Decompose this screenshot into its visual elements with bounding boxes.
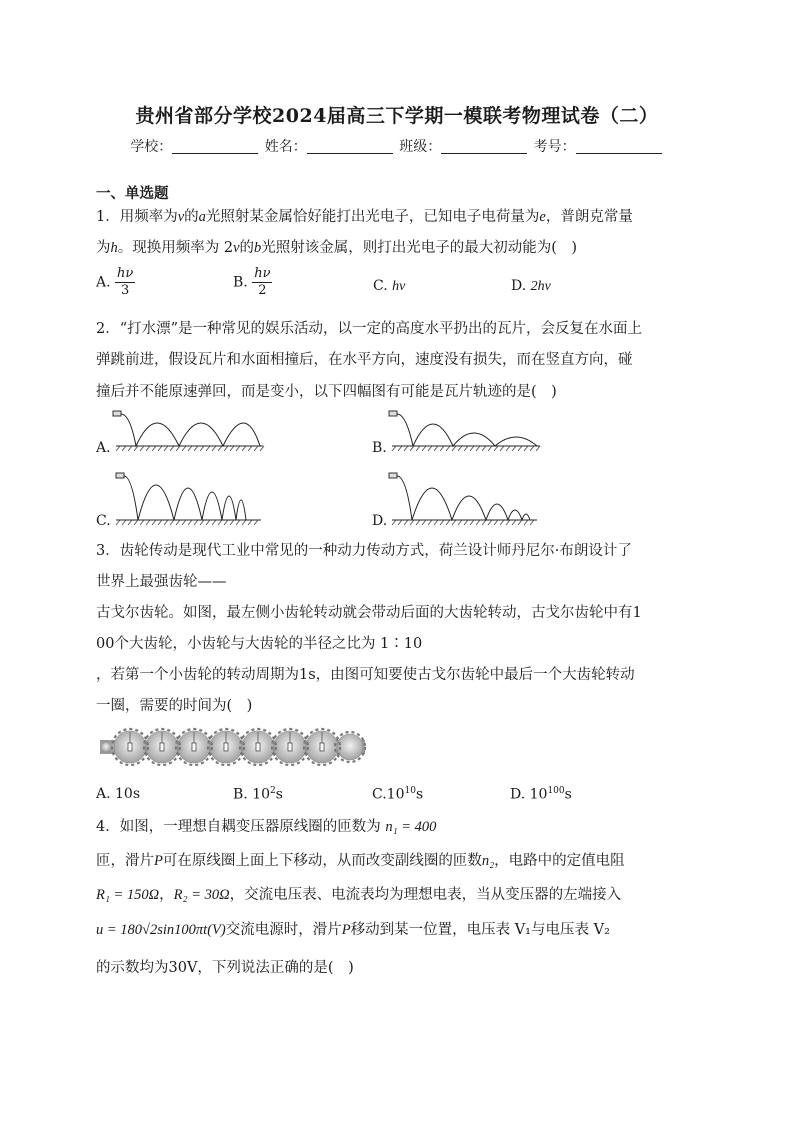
q3-line-3: 古戈尔齿轮。如图，最左侧小齿轮转动就会带动后面的大齿轮转动，古戈尔齿轮中有1 (96, 605, 642, 621)
exam-number-label: 考号： (533, 139, 576, 155)
section-title: 一、单选题 (96, 185, 169, 202)
q4-line-3: R₁ = 150Ω，R₂ = 30Ω，交流电压表、电流表均为理想电表，当从变压器的左端接入 (96, 887, 622, 903)
q4-line-1: 4．如图，一理想自耦变压器原线圈的匝数为 n₁ = 400 (96, 819, 437, 835)
q3-option-d[interactable]: D. $10^{100}s$ (510, 786, 572, 803)
q2-line-2: 弹跳前进，假设瓦片和水面相撞后，在水平方向，速度没有损失，而在竖直方向，碰 (96, 352, 633, 368)
q4-line-2: 匝，滑片P可在原线圈上面上下移动，从而改变副线圈的匝数n₂，电路中的定值电阻 (96, 853, 625, 869)
q3-line-1: 3．齿轮传动是现代工业中常见的一种动力传动方式，荷兰设计师丹尼尔·布朗设计了 (96, 543, 632, 559)
exam-number-blank[interactable] (576, 139, 662, 154)
q2-option-b-label[interactable]: B. (372, 440, 387, 456)
q1-option-a[interactable]: A. $\frac{h\nu}{3}$ (96, 266, 134, 298)
q2-trajectory-d (384, 470, 544, 526)
q4-line-5: 的示数均为30V，下列说法正确的是( ) (96, 960, 354, 976)
q2-option-c-label[interactable]: C. (96, 513, 111, 529)
class-label: 班级： (399, 139, 442, 155)
page-title: 贵州省部分学校2024届高三下学期一模联考物理试卷（二） (135, 105, 659, 127)
q1-line-1: 1．用频率为ν的a光照射某金属恰好能打出光电子，已知电子电荷量为e，普朗克常量 (96, 209, 633, 225)
q3-option-b[interactable]: B. $10^2s$ (233, 786, 283, 803)
class-blank[interactable] (441, 139, 527, 154)
q2-option-d-label[interactable]: D. (372, 513, 388, 529)
q2-line-1: 2．“打水漂”是一种常见的娱乐活动，以一定的高度水平扔出的瓦片，会反复在水面上 (96, 321, 643, 337)
q2-trajectory-c (108, 470, 268, 526)
q2-option-a-label[interactable]: A. (96, 440, 111, 456)
q1-option-d[interactable]: D. 2hν (511, 278, 551, 294)
googol-gears-figure (100, 726, 365, 768)
school-label: 学校： (130, 139, 173, 155)
q3-line-4: 00个大齿轮，小齿轮与大齿轮的半径之比为 1∶10 (96, 636, 423, 652)
q3-line-6: 一圈，需要的时间为( ) (96, 698, 253, 714)
school-blank[interactable] (172, 139, 258, 154)
q4-line-4: u = 180√2sin100πt(V)交流电源时，滑片P移动到某一位置，电压表 V₁与电压表 V₂ (96, 922, 610, 938)
q1-line-2: 为h。现换用频率为 2ν的b光照射该金属，则打出光电子的最大初动能为( ) (96, 240, 578, 256)
q2-line-3: 撞后并不能原速弹回，而是变小，以下四幅图有可能是瓦片轨迹的是( ) (96, 384, 557, 400)
q3-line-5: ，若第一个小齿轮的转动周期为1s，由图可知要使古戈尔齿轮中最后一个大齿轮转动 (96, 667, 635, 683)
q1-option-c[interactable]: C. hν (373, 278, 406, 294)
q1-option-b[interactable]: B. $\frac{h\nu}{2}$ (233, 266, 271, 298)
q3-line-2: 世界上最强齿轮—— (96, 574, 227, 590)
q3-option-a[interactable]: A. 10s (96, 786, 141, 802)
q2-trajectory-b (384, 408, 544, 453)
q2-trajectory-a (108, 408, 268, 453)
name-label: 姓名： (264, 139, 307, 155)
student-info-row (0, 136, 794, 156)
name-blank[interactable] (307, 139, 393, 154)
q3-option-c[interactable]: $C.10^{10}s$ (372, 786, 424, 803)
